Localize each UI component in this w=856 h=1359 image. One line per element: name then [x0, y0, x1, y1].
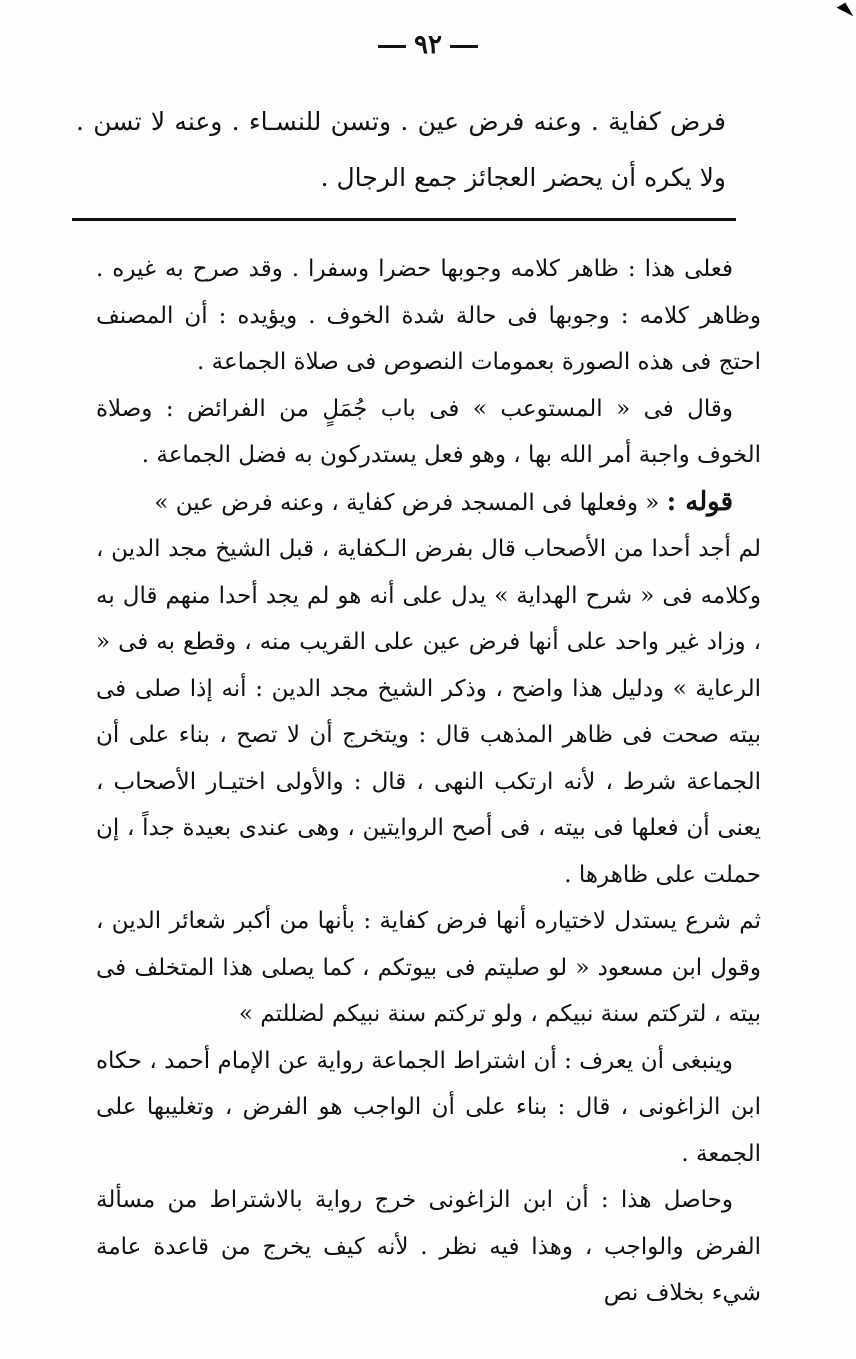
quoted-matn: « وفعلها فى المسجد فرض كفاية ، وعنه فرض عين » — [154, 489, 667, 516]
dash-left — [450, 45, 478, 48]
commentary-paragraph-qawluhu — [96, 479, 761, 527]
page-corner-mark — [837, 3, 854, 22]
commentary-paragraph: لم أجد أحدا من الأصحاب قال بفرض الـكفاية ، قبل الشيخ مجد الدين ، وكلامه فى « شرح الهداية » يدل على أنه هو لم يجد أحدا منهم قال به ، وزاد غير واحد على أنها فرض عين على القريب منه ، وقطع به فى « الرعاية » ودليل هذا واضح ، وذكر الشيخ مجد الدين : أنه إذا صلى فى بيته صحت فى ظاهر المذهب قال : ويتخرج أن لا تصح ، بناء على أن الجماعة شرط ، لأنه ارتكب النهى ، قال : والأولى اختيـار الأصحاب ، يعنى أن فعلها فى بيته ، فى أصح الروايتين ، وهى عندى بعيدة جداً ، إن حملت على ظاهرها . — [96, 536, 761, 888]
commentary-body — [96, 246, 761, 1317]
commentary-paragraph: وقال فى « المستوعب » فى باب جُمَلٍ من الفرائض : وصلاة الخوف واجبة أمر الله بها ، وهو فعل يستدركون به فضل الجماعة . — [96, 395, 761, 468]
page-number-header — [0, 30, 856, 60]
commentary-paragraph: فعلى هذا : ظاهر كلامه وجوبها حضرا وسفرا . وقد صرح به غيره . وظاهر كلامه : وجوبها فى حالة شدة الخوف . ويؤيده : أن المصنف احتج فى هذه الصورة بعمومات النصوص فى صلاة الجماعة . — [96, 256, 761, 375]
commentary-paragraph: وحاصل هذا : أن ابن الزاغونى خرج رواية بالاشتراط من مسألة الفرض والواجب ، وهذا فيه نظر . لأنه كيف يخرج من قاعدة عامة شيء بخلاف نص — [96, 1187, 761, 1306]
qawluhu-lead: قوله : — [666, 486, 733, 517]
separator-line — [72, 218, 736, 221]
matn-text: فرض كفاية . وعنه فرض عين . وتسن للنسـاء . وعنه لا تسن . ولا يكره أن يحضر العجائز جمع الرجال . — [76, 107, 726, 192]
page-number: ٩٢ — [414, 30, 442, 60]
dash-right — [378, 45, 406, 48]
commentary-paragraph: ثم شرع يستدل لاختياره أنها فرض كفاية : بأنها من أكبر شعائر الدين ، وقول ابن مسعود « لو صليتم فى بيوتكم ، كما يصلى هذا المتخلف فى بيته ، لتركتم سنة نبيكم ، ولو تركتم سنة نبيكم لضللتم » — [96, 908, 761, 1027]
commentary-paragraph: وينبغى أن يعرف : أن اشتراط الجماعة رواية عن الإمام أحمد ، حكاه ابن الزاغونى ، قال : بناء على أن الواجب هو الفرض ، وتغليبها على الجمعة . — [96, 1047, 761, 1167]
